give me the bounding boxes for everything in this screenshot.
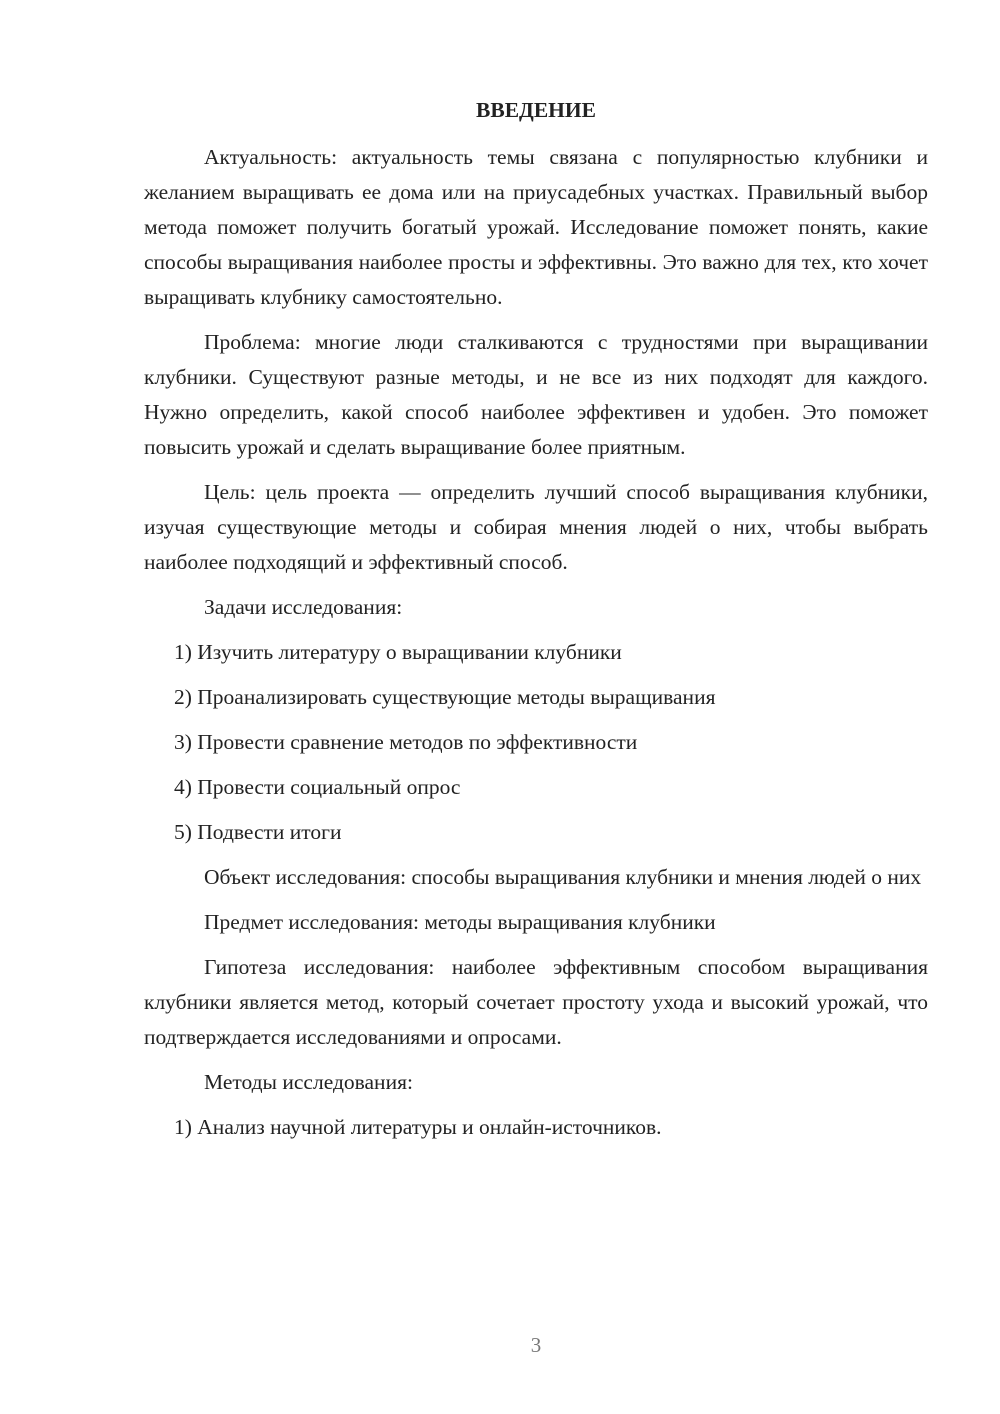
tasks-list: [144, 635, 928, 850]
list-item: 5) Подвести итоги: [174, 820, 342, 844]
tasks-heading: Задачи исследования:: [204, 595, 403, 619]
problem-paragraph: Проблема: многие люди сталкиваются с трудностями при выращивании клубники. Существуют разные методы, и не все из них подходят для каждого. Нужно определить, какой способ наиболее эффективен и удобен. Это поможет повысить урожай и сделать выращивание более приятным.: [144, 330, 928, 459]
list-item: 4) Провести социальный опрос: [174, 775, 461, 799]
hypothesis-paragraph: Гипотеза исследования: наиболее эффективным способом выращивания клубники является метод, который сочетает простоту ухода и высокий урожай, что подтверждается исследованиями и опросами.: [144, 955, 928, 1049]
list-item: 1) Анализ научной литературы и онлайн-источников.: [174, 1115, 662, 1139]
subject-paragraph: Предмет исследования: методы выращивания клубники: [204, 910, 716, 934]
methods-heading: Методы исследования:: [204, 1070, 413, 1094]
relevance-paragraph: Актуальность: актуальность темы связана с популярностью клубники и желанием выращивать ее дома или на приусадебных участках. Правильный выбор метода поможет получить богатый урожай. Исследование поможет понять, какие способы выращивания наиболее просты и эффективны. Это важно для тех, кто хочет выращивать клубнику самостоятельно.: [144, 145, 928, 309]
methods-list: [144, 1110, 928, 1145]
section-title: ВВЕДЕНИЕ: [476, 98, 596, 122]
goal-paragraph: Цель: цель проекта — определить лучший способ выращивания клубники, изучая существующие методы и собирая мнения людей о них, чтобы выбрать наиболее подходящий и эффективный способ.: [144, 480, 928, 574]
list-item: 1) Изучить литературу о выращивании клубники: [174, 640, 622, 664]
object-paragraph: Объект исследования: способы выращивания клубники и мнения людей о них: [204, 865, 922, 889]
page-number: 3: [530, 1333, 542, 1357]
list-item: 3) Провести сравнение методов по эффективности: [174, 730, 638, 754]
document-page: [144, 95, 928, 1155]
list-item: 2) Проанализировать существующие методы выращивания: [174, 685, 716, 709]
